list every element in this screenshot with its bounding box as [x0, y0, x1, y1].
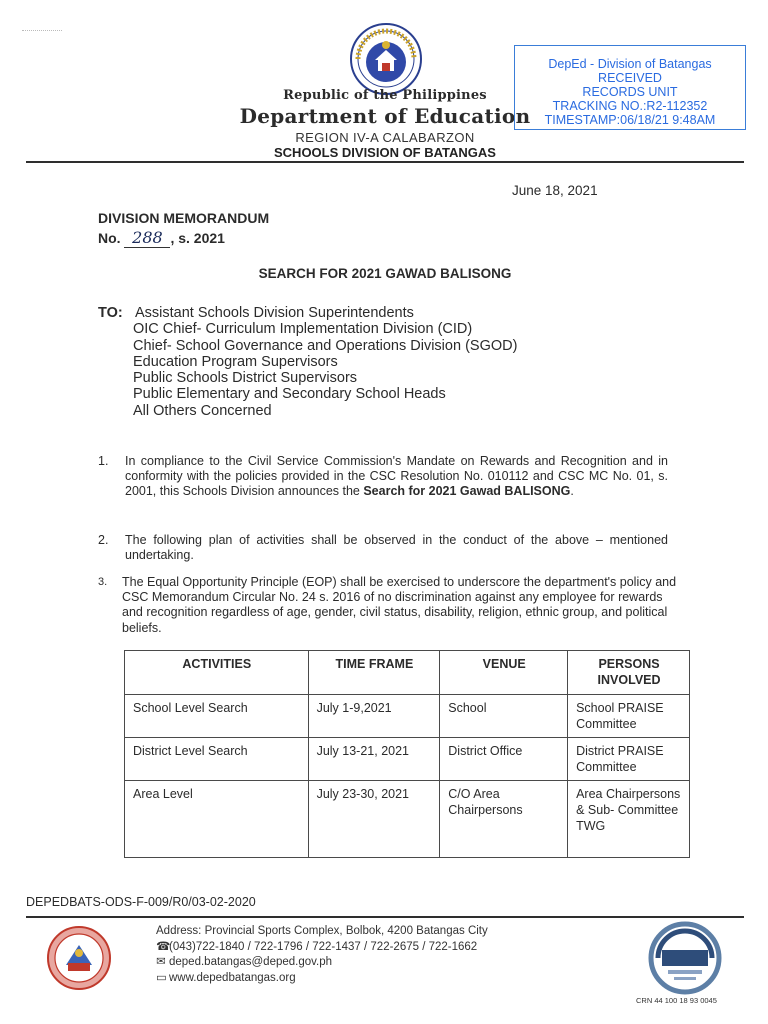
footer-email: deped.batangas@deped.gov.ph — [169, 956, 333, 968]
recipient-item: All Others Concerned — [133, 402, 272, 419]
memo-series: , s. 2021 — [170, 230, 225, 246]
table-cell: July 13-21, 2021 — [308, 738, 440, 781]
division-heading: SCHOOLS DIVISION OF BATANGAS — [274, 145, 496, 160]
table-cell: C/O Area Chairpersons — [440, 781, 568, 858]
footer-phone-row — [156, 940, 488, 956]
received-stamp — [514, 45, 746, 130]
memo-number-line — [98, 228, 225, 248]
activities-table — [124, 650, 690, 858]
memo-date: June 18, 2021 — [512, 183, 598, 198]
paragraph-number: 3. — [98, 576, 108, 588]
table-cell: July 1-9,2021 — [308, 695, 440, 738]
table-header-cell: TIME FRAME — [308, 651, 440, 695]
footer-divider — [26, 916, 744, 918]
footer-web-row — [156, 971, 488, 987]
recipient-item: Education Program Supervisors — [133, 353, 338, 370]
table-cell: School Level Search — [125, 695, 309, 738]
footer-website: www.depedbatangas.org — [169, 971, 296, 984]
table-row — [125, 781, 690, 858]
table-cell: School — [440, 695, 568, 738]
to-label: TO: — [98, 305, 123, 321]
computer-icon: ▭ — [156, 971, 167, 984]
memo-subject: SEARCH FOR 2021 GAWAD BALISONG — [258, 266, 512, 281]
tuv-nord-cert-icon — [646, 920, 724, 996]
mail-icon: ✉ — [156, 956, 166, 968]
paragraph-emphasis: Search for 2021 Gawad BALISONG — [363, 484, 571, 499]
paragraph-body: In compliance to the Civil Service Commission's Mandate on Rewards and Recognition and in conformity with the policies provided in the CSC Resolution No. 010112 and CSC MC No. 01, s. 2001, this Schools Division announces the — [125, 454, 668, 499]
memo-title: DIVISION MEMORANDUM — [98, 210, 270, 226]
stamp-line: RECORDS UNIT — [582, 85, 678, 99]
paragraph-number: 2. — [98, 533, 109, 547]
paragraph-text — [125, 454, 668, 500]
table-cell: School PRAISE Committee — [568, 695, 690, 738]
table-header-row — [125, 651, 690, 695]
stamp-line: TRACKING NO.:R2-112352 — [552, 99, 708, 113]
stamp-line: RECEIVED — [598, 71, 662, 85]
paragraph-text: The Equal Opportunity Principle (EOP) shall be exercised to underscore the department's policy and CSC Memorandum Circular No. 24 s. 2016 of no discrimination against any employee for rewards and recognition regardless of age, gender, civil status, disability, religion, ethnic group, and political beliefs. — [122, 575, 677, 635]
table-cell: Area Level — [125, 781, 309, 858]
header-divider — [26, 161, 744, 163]
table-cell: District Office — [440, 738, 568, 781]
stamp-line: TIMESTAMP:06/18/21 9:48AM — [544, 113, 716, 127]
table-row — [125, 738, 690, 781]
table-cell: District Level Search — [125, 738, 309, 781]
paragraph-text: The following plan of activities shall be observed in the conduct of the above – mentioned undertaking. — [125, 533, 668, 563]
footer-phone: (043)722-1840 / 722-1796 / 722-1437 / 722-2675 / 722-1662 — [169, 940, 478, 953]
republic-heading: Republic of the Philippines — [283, 88, 487, 103]
table-header-cell: PERSONS INVOLVED — [568, 651, 690, 695]
table-cell: July 23-30, 2021 — [308, 781, 440, 858]
table-header-cell: VENUE — [440, 651, 568, 695]
sdo-batangas-logo-icon — [42, 925, 116, 991]
recipient-list — [133, 305, 517, 419]
recipient-item: Chief- School Governance and Operations Division (SGOD) — [133, 337, 518, 354]
region-heading: REGION IV-A CALABARZON — [295, 130, 475, 145]
table-cell: District PRAISE Committee — [568, 738, 690, 781]
cert-number: CRN 44 100 18 93 0045 — [636, 996, 717, 1005]
paragraph-number: 1. — [98, 454, 109, 468]
recipient-item: Public Elementary and Secondary School Heads — [133, 386, 446, 403]
footer-address: Address: Provincial Sports Complex, Bolbok, 4200 Batangas City — [156, 925, 488, 937]
table-cell: Area Chairpersons & Sub- Committee TWG — [568, 781, 690, 858]
phone-icon: ☎ — [156, 940, 171, 953]
scan-mark — [22, 30, 62, 31]
paragraph-end: . — [570, 484, 574, 499]
stamp-line: DepEd - Division of Batangas — [548, 57, 712, 71]
recipient-item: Assistant Schools Division Superintendents — [135, 305, 414, 321]
deped-seal-icon — [349, 22, 423, 96]
table-row — [125, 695, 690, 738]
memo-no-prefix: No. — [98, 230, 121, 246]
recipient-item: OIC Chief- Curriculum Implementation Division (CID) — [133, 321, 473, 338]
form-code: DEPEDBATS-ODS-F-009/R0/03-02-2020 — [26, 895, 256, 909]
recipient-item: Public Schools District Supervisors — [133, 370, 358, 387]
footer-email-row — [156, 955, 488, 971]
footer-contact — [156, 924, 488, 986]
memo-number-handwritten: 288 — [124, 228, 170, 248]
table-header-cell: ACTIVITIES — [125, 651, 309, 695]
department-heading: Department of Education — [239, 104, 531, 128]
